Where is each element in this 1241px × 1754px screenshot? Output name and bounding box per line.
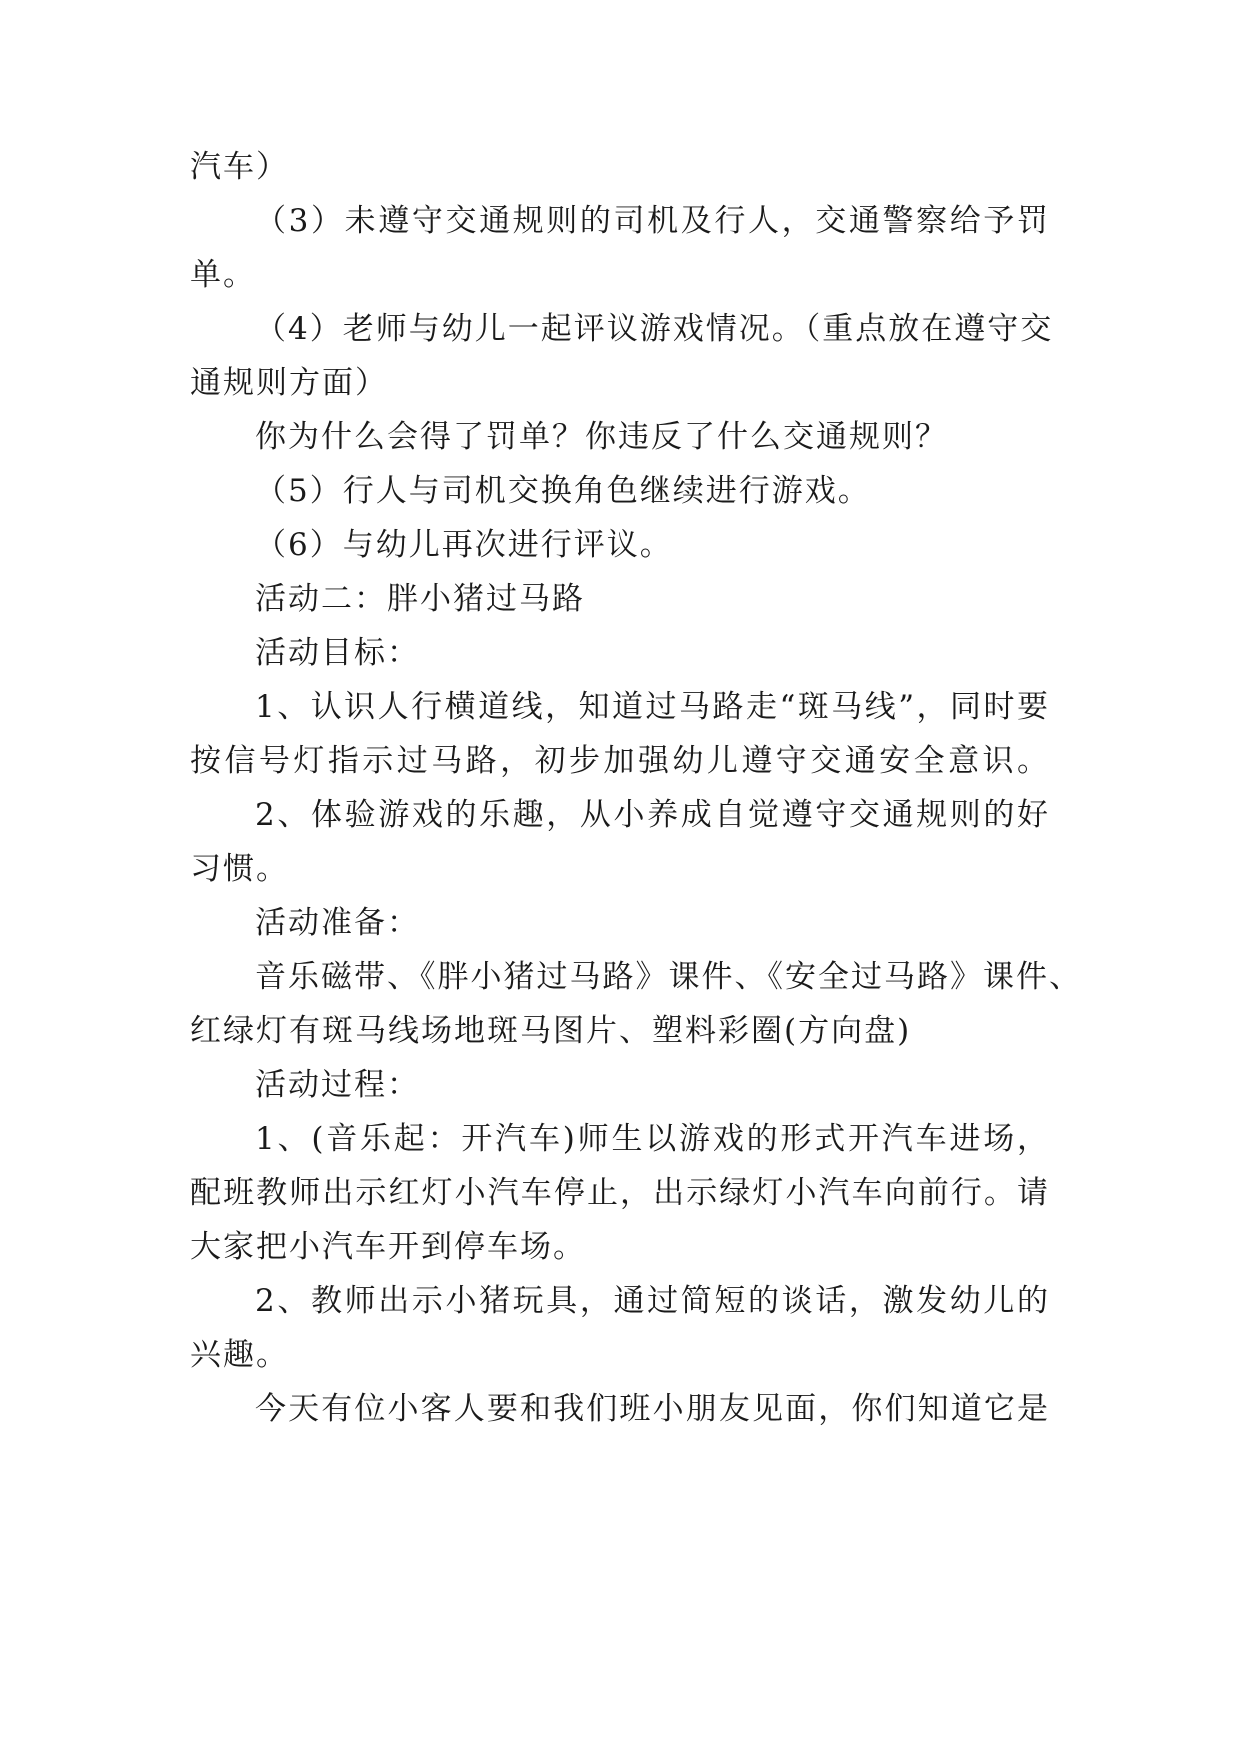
text-line: 你为什么会得了罚单？你违反了什么交通规则？ bbox=[255, 419, 948, 455]
text-line: （4）老师与幼儿一起评议游戏情况。（重点放在遵守交 bbox=[255, 311, 1054, 347]
text-line: （3）未遵守交通规则的司机及行人，交通警察给予罚 bbox=[255, 203, 1050, 239]
text-line: （6）与幼儿再次进行评议。 bbox=[255, 527, 673, 563]
text-line: 汽车） bbox=[190, 149, 289, 185]
text-line: 1、认识人行横道线，知道过马路走“斑马线”，同时要 bbox=[255, 689, 1050, 725]
text-line: （5）行人与司机交换角色继续进行游戏。 bbox=[255, 473, 871, 509]
text-line: 红绿灯有斑马线场地斑马图片、塑料彩圈(方向盘) bbox=[190, 1013, 912, 1049]
text-line: 1、(音乐起：开汽车)师生以游戏的形式开汽车进场， bbox=[255, 1121, 1050, 1157]
text-line: 通规则方面） bbox=[190, 365, 388, 401]
subheading: 活动过程： bbox=[255, 1067, 420, 1103]
text-line: 2、体验游戏的乐趣，从小养成自觉遵守交通规则的好 bbox=[255, 797, 1050, 833]
text-line: 单。 bbox=[190, 257, 256, 293]
text-line: 大家把小汽车开到停车场。 bbox=[190, 1229, 586, 1265]
section-heading: 活动二：胖小猪过马路 bbox=[255, 581, 585, 617]
text-line: 习惯。 bbox=[190, 851, 289, 887]
text-line: 按信号灯指示过马路，初步加强幼儿遵守交通安全意识。 bbox=[190, 743, 1050, 779]
text-line: 兴趣。 bbox=[190, 1337, 289, 1373]
text-line: 音乐磁带、《胖小猪过马路》课件、《安全过马路》课件、 bbox=[255, 959, 1082, 995]
text-line: 配班教师出示红灯小汽车停止，出示绿灯小汽车向前行。请 bbox=[190, 1175, 1050, 1211]
text-line: 2、教师出示小猪玩具，通过简短的谈话，激发幼儿的 bbox=[255, 1283, 1050, 1319]
subheading: 活动准备： bbox=[255, 905, 420, 941]
subheading: 活动目标： bbox=[255, 635, 420, 671]
text-line: 今天有位小客人要和我们班小朋友见面，你们知道它是 bbox=[255, 1391, 1050, 1427]
